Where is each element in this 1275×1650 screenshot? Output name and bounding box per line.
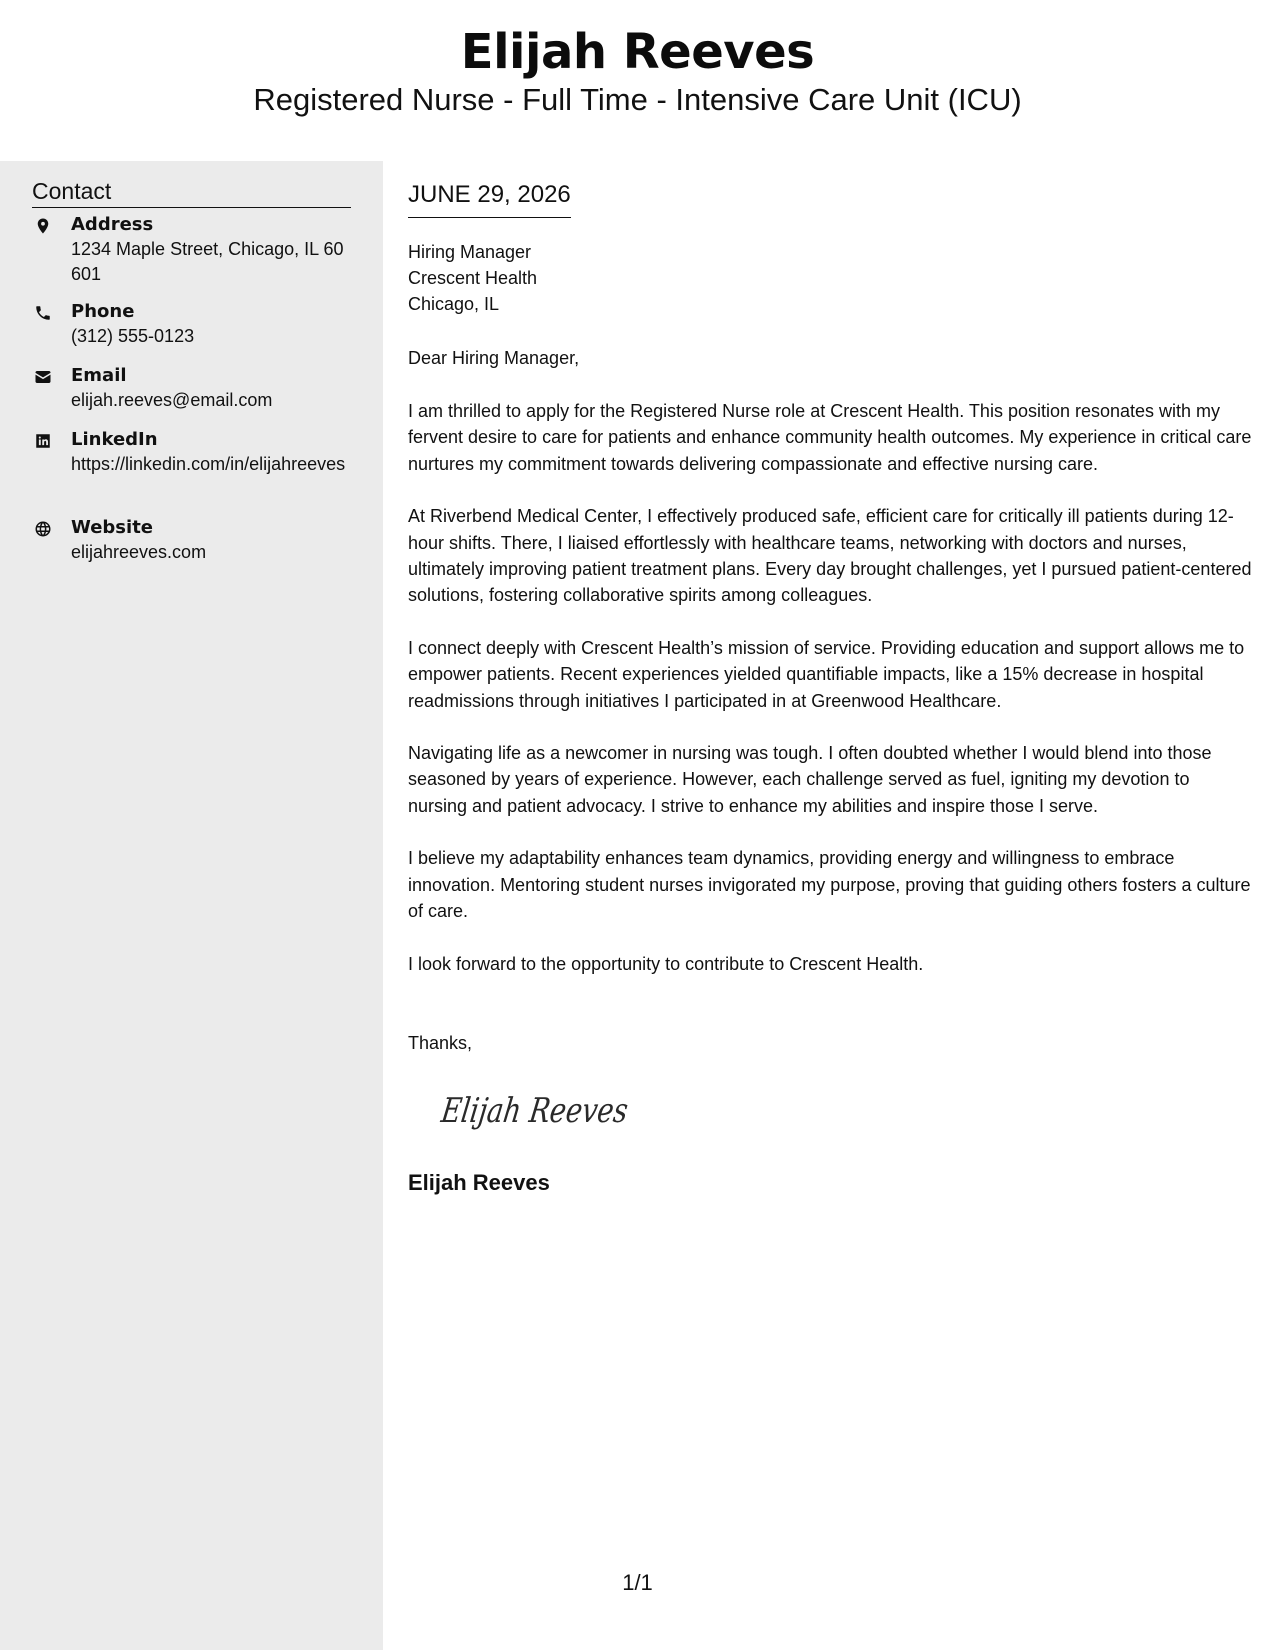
contact-heading: Contact: [32, 175, 351, 208]
location-pin-icon: [32, 215, 54, 237]
body-paragraph: I believe my adaptability enhances team dynamics, providing energy and willingness to embrace innovation. Mentoring student nurses invigorated my purpose, proving that guiding others fosters a culture of care.: [408, 848, 1251, 922]
phone-icon: [32, 302, 54, 324]
body-paragraph: Navigating life as a newcomer in nursing was tough. I often doubted whether I would blend into those seasoned by years of experience. However, each challenge served as fuel, igniting my devotion to nursing and patient advocacy. I strive to enhance my abilities and inspire those I serve.: [408, 743, 1212, 816]
globe-icon: [32, 518, 54, 540]
contact-label: Address: [71, 214, 154, 235]
letter-date: JUNE 29, 2026: [408, 179, 571, 218]
body-paragraph: I look forward to the opportunity to contribute to Crescent Health.: [408, 953, 924, 974]
contact-label: LinkedIn: [71, 429, 158, 450]
signature-text: Elijah Reeves: [438, 1091, 678, 1131]
body-paragraph: At Riverbend Medical Center, I effectively produced safe, efficient care for critically ill patients during 12-hour shifts. There, I liaised effortlessly with healthcare teams, networking with doctors and nurses, ultimately improving patient treatment plans. Every day brought challenges, yet I pursued patient-centered solutions, fostering collaborative spirits among colleagues.: [408, 506, 1252, 606]
recipient-block: [408, 239, 537, 317]
email-value[interactable]: elijah.reeves@email.com: [71, 390, 273, 410]
address-value: 1234 Maple Street, Chicago, IL 60601: [71, 239, 344, 284]
closing: Thanks,: [408, 1033, 473, 1053]
salutation: Dear Hiring Manager,: [408, 348, 580, 368]
handwritten-signature: [438, 1080, 678, 1140]
contact-label: Email: [71, 365, 127, 386]
letter-paragraphs: [408, 398, 1253, 1003]
contact-label: Phone: [71, 301, 135, 322]
job-title: Registered Nurse - Full Time - Intensive Care Unit (ICU): [253, 82, 1022, 117]
page-number: 1/1: [622, 1570, 653, 1595]
website-value[interactable]: elijahreeves.com: [71, 542, 207, 562]
contact-sidebar: [0, 161, 383, 1650]
applicant-name: Elijah Reeves: [460, 24, 815, 80]
phone-value: (312) 555-0123: [71, 326, 195, 346]
linkedin-icon: [32, 430, 54, 452]
recipient-line: Chicago, IL: [408, 294, 500, 314]
letter-header: [0, 0, 1275, 161]
linkedin-value[interactable]: https://linkedin.com/in/elijahreeves: [71, 454, 346, 474]
body-paragraph: I am thrilled to apply for the Registered Nurse role at Crescent Health. This position resonates with my fervent desire to care for patients and enhance community health outcomes. My experience in critical care nurtures my commitment towards delivering compassionate and effective nursing care.: [408, 401, 1252, 474]
signer-name: Elijah Reeves: [408, 1170, 550, 1195]
recipient-line: Crescent Health: [408, 268, 538, 288]
recipient-line: Hiring Manager: [408, 242, 532, 262]
contact-label: Website: [71, 517, 154, 538]
envelope-icon: [32, 366, 54, 388]
body-paragraph: I connect deeply with Crescent Health’s mission of service. Providing education and support allows me to empower patients. Recent experiences yielded quantifiable impacts, like a 15% decrease in hospital readmissions through initiatives I participated in at Greenwood Healthcare.: [408, 637, 1245, 711]
